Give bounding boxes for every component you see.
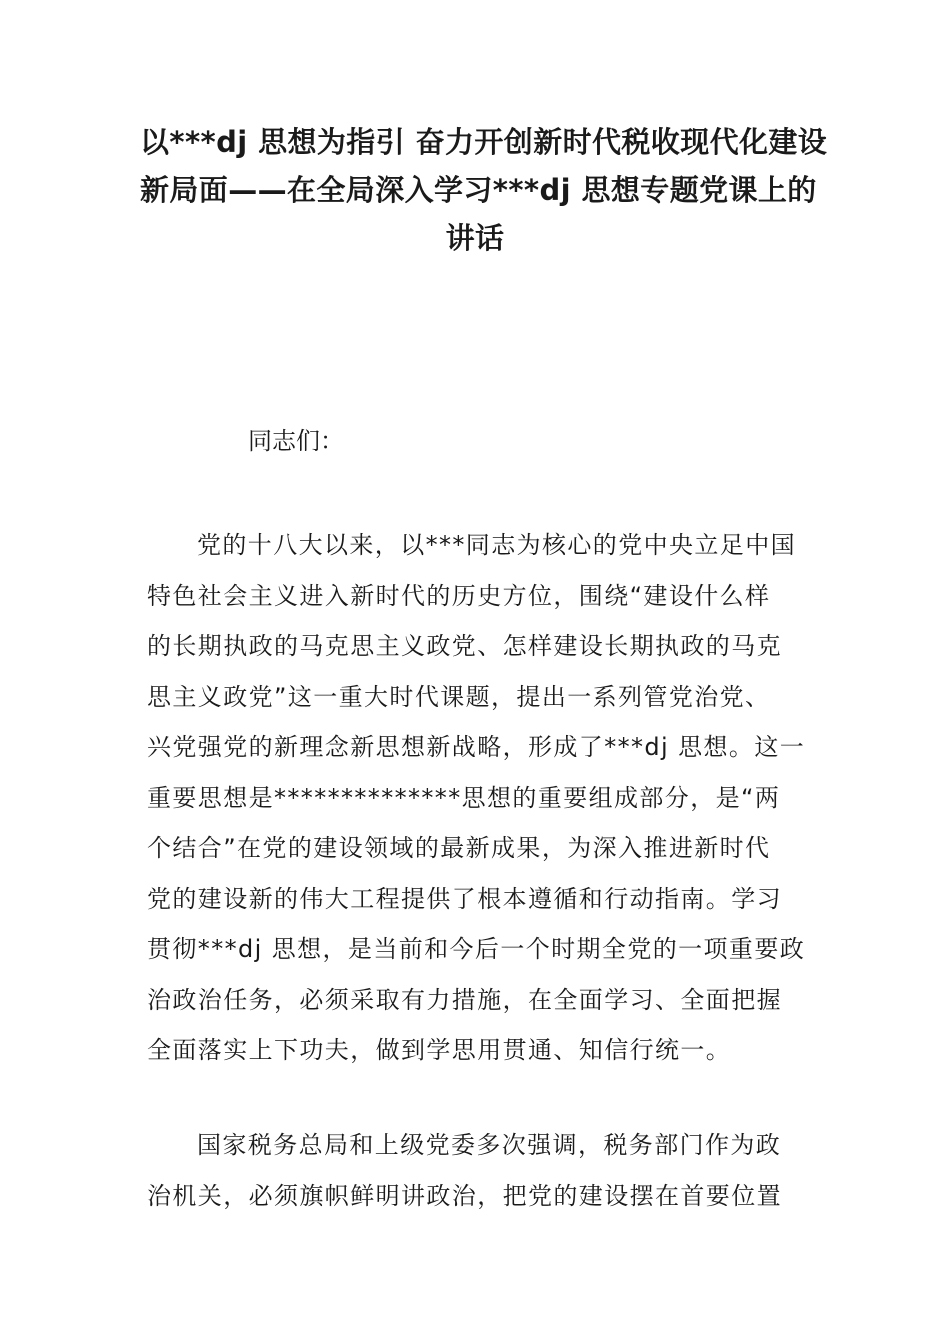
paragraph-line: 贯彻***dj 思想，是当前和今后一个时期全党的一项重要政	[147, 935, 806, 963]
paragraph-line: 思主义政党”这一重大时代课题，提出一系列管党治党、	[147, 682, 771, 711]
paragraph-line: 特色社会主义进入新时代的历史方位，围绕“建设什么样	[147, 581, 771, 610]
paragraph-line: 全面落实上下功夫，做到学思用贯通、知信行统一。	[147, 1036, 732, 1064]
paragraph-line: 兴党强党的新理念新思想新战略，形成了***dj 思想。这一	[147, 733, 806, 761]
paragraph-line: 治机关，必须旗帜鲜明讲政治，把党的建设摆在首要位置	[147, 1181, 782, 1210]
paragraph-line: 国家税务总局和上级党委多次强调，税务部门作为政	[197, 1131, 782, 1159]
paragraph-line: 重要思想是**************思想的重要组成部分，是“两	[147, 783, 781, 812]
title-line-1: 以***dj 思想为指引 奋力开创新时代税收现代化建设	[140, 125, 828, 159]
body-paragraph-2	[147, 1120, 807, 1221]
paragraph-line: 的长期执政的马克思主义政党、怎样建设长期执政的马克	[147, 632, 782, 660]
title-line-3: 讲话	[445, 221, 505, 255]
body-paragraph-1	[147, 520, 807, 1076]
document-title	[140, 118, 828, 262]
paragraph-line: 个结合”在党的建设领域的最新成果，为深入推进新时代	[147, 834, 771, 862]
paragraph-line: 党的建设新的伟大工程提供了根本遵循和行动指南。学习	[147, 884, 782, 913]
paragraph-line: 治政治任务，必须采取有力措施，在全面学习、全面把握	[147, 985, 782, 1014]
title-line-2: 新局面——在全局深入学习***dj 思想专题党课上的	[140, 173, 817, 207]
paragraph-line: 党的十八大以来，以***同志为核心的党中央立足中国	[197, 531, 796, 559]
salutation: 同志们：	[248, 427, 344, 455]
